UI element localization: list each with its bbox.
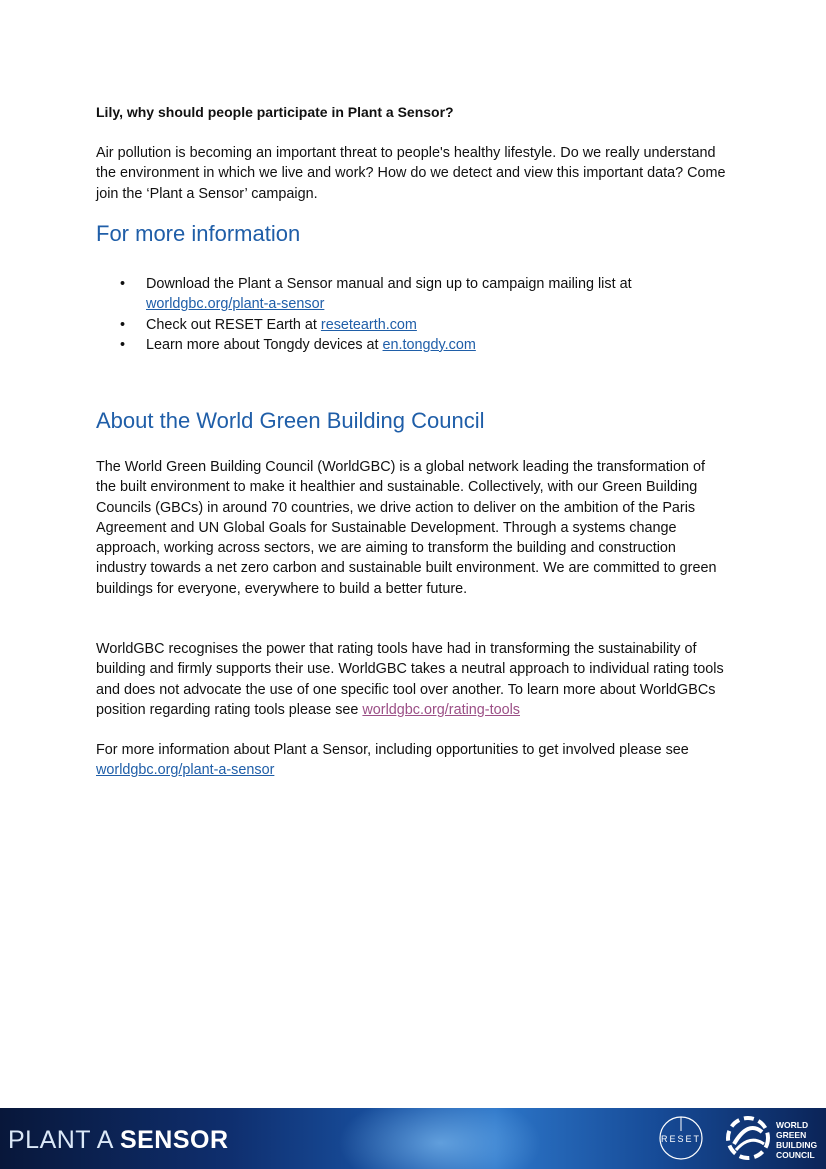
tongdy-link[interactable]: en.tongdy.com (382, 336, 476, 353)
rating-tools-link[interactable]: worldgbc.org/rating-tools (362, 701, 520, 718)
plant-a-sensor-text: For more information about Plant a Sensor, including opportunities to get involved please see (96, 742, 689, 758)
plant-a-sensor-logo (8, 1126, 229, 1154)
plant-a-sensor-link[interactable]: worldgbc.org/plant-a-sensor (146, 296, 325, 313)
brand-bold-text: SENSOR (119, 1126, 229, 1154)
rating-tools-paragraph (96, 639, 726, 720)
wgbc-line: COUNCIL (776, 1150, 815, 1160)
list-item (96, 274, 726, 315)
more-info-list (96, 274, 726, 355)
brand-light-text: PLANT A (8, 1126, 120, 1154)
svg-text:RESET: RESET (660, 1134, 702, 1144)
bullet-icon: • (120, 336, 126, 353)
wgbc-line: BUILDING (776, 1140, 818, 1150)
list-item (96, 315, 726, 335)
footer-banner (0, 1108, 826, 1169)
wgbc-logo-icon (724, 1114, 772, 1162)
rating-tools-text: WorldGBC recognises the power that rating tools have had in transforming the sustainability of building and firmly supports their use. WorldGBC takes a neutral approach to individual rating tools and does not advocate the use of one specific tool over another. To learn more about WorldGBCs position regarding rating tools please see (96, 641, 724, 718)
plant-a-sensor-paragraph (96, 740, 726, 781)
intro-paragraph: Air pollution is becoming an important threat to people's healthy lifestyle. Do we really understand the environment in which we live and work? How do we detect and view this important data? Come join the ‘Plant a Sensor’ campaign. (96, 145, 726, 202)
banner-sheen (330, 1108, 550, 1169)
wgbc-wordmark (776, 1120, 822, 1160)
wgbc-line: GREEN (776, 1130, 807, 1140)
resetearth-link[interactable]: resetearth.com (320, 316, 417, 333)
wgbc-line: WORLD (776, 1120, 809, 1130)
list-item-text: Download the Plant a Sensor manual and sign up to campaign mailing list at (146, 276, 632, 292)
reset-logo-icon (658, 1115, 704, 1161)
bullet-icon: • (120, 316, 126, 333)
list-item (96, 335, 726, 355)
bullet-icon: • (120, 276, 126, 292)
plant-a-sensor-footer-link[interactable]: worldgbc.org/plant-a-sensor (96, 762, 275, 779)
question-heading: Lily, why should people participate in Plant a Sensor? (96, 104, 454, 120)
more-info-heading: For more information (96, 221, 301, 246)
list-item-text: Check out RESET Earth at (146, 316, 321, 333)
about-paragraph: The World Green Building Council (WorldGBC) is a global network leading the transformation of the built environment to make it healthier and sustainable. Collectively, with our Green Building Councils (GBCs) in around 70 countries, we drive action to deliver on the ambition of the Paris Agreement and UN Global Goals for Sustainable Development. Through a systems change approach, working across sectors, we are aiming to transform the building and construction industry towards a net zero carbon and sustainable built environment. We are committed to green buildings for everyone, everywhere to build a better future. (96, 459, 717, 597)
list-item-text: Learn more about Tongdy devices at (146, 336, 383, 353)
about-heading: About the World Green Building Council (96, 408, 485, 433)
